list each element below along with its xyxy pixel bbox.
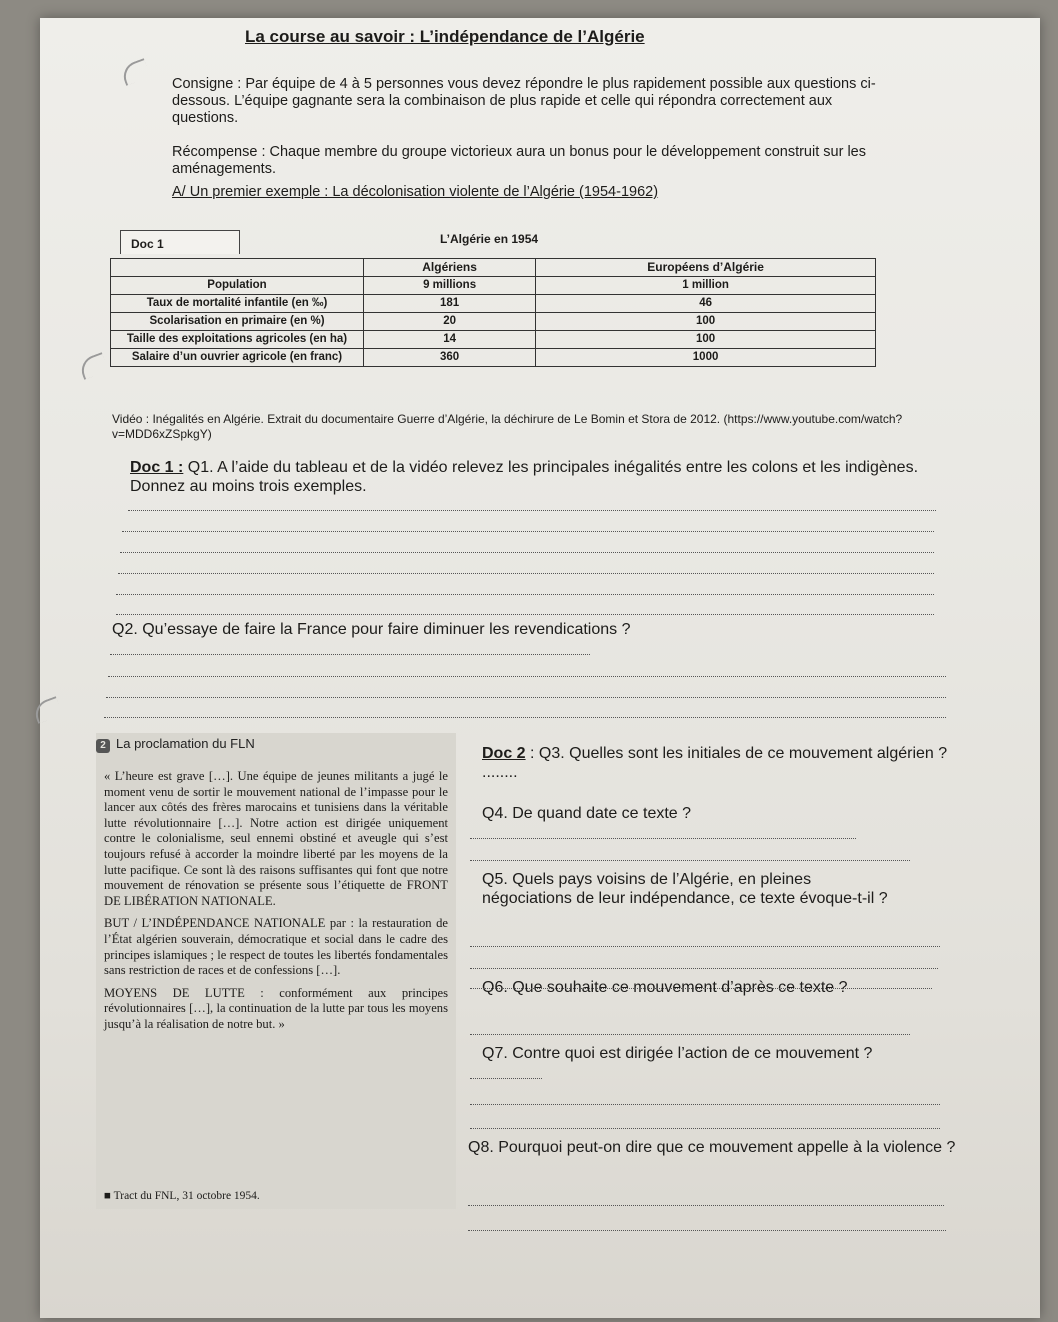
doc2-paragraph: MOYENS DE LUTTE : conformément aux principes révolutionnaires […], la continuation de la lutte par tous les moyens jusqu’à la réalisation de notre but. »: [104, 985, 448, 1031]
table-cell: 14: [364, 331, 536, 349]
table-header-europeens: Européens d’Algérie: [536, 259, 876, 277]
doc1-label: Doc 1: [120, 230, 240, 254]
table-row-label: Taux de mortalité infantile (en ‰): [111, 295, 364, 313]
table-row: [111, 331, 876, 349]
answer-line-q1[interactable]: [128, 510, 936, 511]
question-2: Q2. Qu’essaye de faire la France pour faire diminuer les revendications ?: [112, 621, 631, 638]
table-cell: 1000: [536, 349, 876, 367]
doc2-source: ■ Tract du FNL, 31 octobre 1954.: [104, 1190, 260, 1202]
answer-line-q1[interactable]: [116, 614, 934, 615]
answer-line-q4[interactable]: [470, 838, 856, 839]
table-cell: 20: [364, 313, 536, 331]
answer-line-q6[interactable]: [470, 1034, 910, 1035]
answer-line-q8[interactable]: [468, 1205, 944, 1206]
table-cell: 46: [536, 295, 876, 313]
recompense-text: Récompense : Chaque membre du groupe victorieux aura un bonus pour le développement construit sur les aménagements.: [172, 144, 866, 177]
question-1-text: Q1. A l’aide du tableau et de la vidéo relevez les principales inégalités entre les colons et les indigènes. Donnez au moins trois exemples.: [130, 459, 919, 495]
answer-line-q2[interactable]: [108, 676, 946, 677]
table-row: [111, 349, 876, 367]
doc2-ref: Doc 2: [482, 745, 526, 762]
question-4: Q4. De quand date ce texte ?: [482, 805, 692, 822]
doc1-table: [110, 258, 876, 367]
table-cell: 360: [364, 349, 536, 367]
doc1-table-title: L’Algérie en 1954: [440, 232, 539, 246]
table-row-label: Population: [111, 277, 364, 295]
question-5: Q5. Quels pays voisins de l’Algérie, en pleines négociations de leur indépendance, ce texte évoque-t-il ?: [482, 871, 888, 907]
answer-line-q7[interactable]: [470, 1128, 940, 1129]
doc2-heading-text: La proclamation du FLN: [116, 736, 255, 751]
answer-line-q2[interactable]: [104, 717, 946, 718]
table-header-empty: [111, 259, 364, 277]
video-caption: Vidéo : Inégalités en Algérie. Extrait du documentaire Guerre d’Algérie, la déchirure de Le Bomin et Stora de 2012. (https://www.youtube.com/watch?v=MDD6xZSpkgY): [112, 412, 903, 441]
answer-line-q7[interactable]: [470, 1104, 940, 1105]
table-row-label: Salaire d’un ouvrier agricole (en franc): [111, 349, 364, 367]
table-cell: 181: [364, 295, 536, 313]
table-cell: 100: [536, 313, 876, 331]
answer-line-q2[interactable]: [110, 654, 590, 655]
answer-line-q1[interactable]: [118, 573, 934, 574]
section-a-heading: A/ Un premier exemple : La décolonisation violente de l’Algérie (1954-1962): [172, 184, 659, 200]
table-row-label: Scolarisation en primaire (en %): [111, 313, 364, 331]
table-cell: 1 million: [536, 277, 876, 295]
table-row: [111, 277, 876, 295]
table-row: [111, 313, 876, 331]
consigne-text: Consigne : Par équipe de 4 à 5 personnes vous devez répondre le plus rapidement possible aux questions ci-dessous. L’équipe gagnante sera la combinaison de plus rapide et celle qui répondra correctement aux questions.: [172, 76, 876, 126]
answer-line-q4[interactable]: [470, 860, 910, 861]
question-1: [130, 458, 940, 496]
table-row: [111, 295, 876, 313]
question-3: [482, 744, 952, 782]
answer-line-q1[interactable]: [120, 552, 934, 553]
question-6: Q6. Que souhaite ce mouvement d’après ce texte ?: [482, 979, 848, 996]
answer-line-q5[interactable]: [470, 968, 938, 969]
question-7: Q7. Contre quoi est dirigée l’action de ce mouvement ?: [482, 1045, 873, 1062]
table-cell: 9 millions: [364, 277, 536, 295]
question-8: Q8. Pourquoi peut-on dire que ce mouvement appelle à la violence ?: [468, 1139, 956, 1156]
question-3-text: : Q3. Quelles sont les initiales de ce mouvement algérien ? ........: [482, 745, 948, 781]
answer-line-q1[interactable]: [122, 531, 934, 532]
doc2-paragraph: « L’heure est grave […]. Une équipe de jeunes militants a jugé le moment venu de sortir le mouvement national de l’impasse pour le lancer aux côtés des frères marocains et tunisiens dans la véritable lutte révolutionnaire […]. Notre action est dirigée uniquement contre le colonialisme, seul ennemi obstiné et aveugle qui s’est toujours refusé à accorder la moindre liberté par les moyens de la lutte pacifique. Ce sont là des raisons suffisantes qui font que notre mouvement de rénovation se présente sous l’étiquette de FRONT DE LIBÉRATION NATIONALE.: [104, 769, 448, 908]
answer-line-q1[interactable]: [116, 594, 934, 595]
answer-line-q8[interactable]: [468, 1230, 946, 1231]
table-header-algeriens: Algériens: [364, 259, 536, 277]
doc2-text: [104, 769, 448, 1040]
answer-line-q5[interactable]: [470, 946, 940, 947]
page-title: La course au savoir : L’indépendance de l’Algérie: [245, 27, 645, 46]
doc2-heading: [96, 736, 255, 753]
table-cell: 100: [536, 331, 876, 349]
table-row-label: Taille des exploitations agricoles (en ha): [111, 331, 364, 349]
doc1-ref: Doc 1 :: [130, 459, 184, 476]
doc2-number-badge: 2: [96, 739, 110, 753]
answer-line-q7[interactable]: [470, 1078, 542, 1079]
doc2-paragraph: BUT / L’INDÉPENDANCE NATIONALE par : la restauration de l’État algérien souverain, démocratique et social dans le cadre des principes islamiques ; le respect de toutes les libertés fondamentales sans restriction de races et de confessions […].: [104, 916, 448, 978]
answer-line-q6[interactable]: [470, 988, 932, 989]
answer-line-q2[interactable]: [106, 697, 946, 698]
table-header-row: [111, 259, 876, 277]
